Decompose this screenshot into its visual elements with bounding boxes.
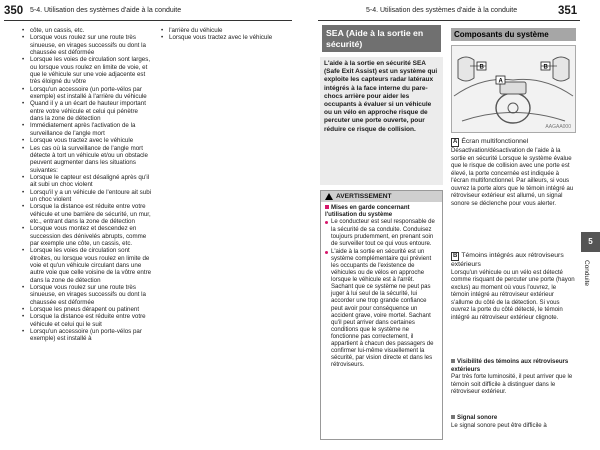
warning-box bbox=[320, 190, 443, 440]
warning-text bbox=[321, 218, 442, 369]
item-a-label: A bbox=[453, 139, 458, 145]
list-item: • Lorsque les voies de circulation sont larges, ou lorsque vous roulez en limite de voie, et que le véhicule sur une voie adjacente est très éloigné du vôtre bbox=[22, 56, 152, 85]
label-b-left: B bbox=[479, 64, 484, 71]
list-item: • Lorsqu'un accessoire (un porte-vélos par exemple) est installé à l'arrière du véhicule bbox=[22, 86, 152, 101]
list-item: • Lorsque vous tractez avec le véhicule bbox=[22, 137, 152, 144]
list-item: • Lorsque les voies de circulation sont étroites, ou lorsque vous roulez en limite de voie et qu'un véhicule circulant dans une autre voie que celle voisine de la vôtre entre dans la zone de détection bbox=[22, 247, 152, 284]
left-column-1 bbox=[22, 27, 152, 343]
gray-square-icon-2 bbox=[451, 415, 455, 419]
list-item: • Lorsque le capteur est désaligné après qu'il ait subi un choc violent bbox=[22, 174, 152, 189]
right-header-rule bbox=[318, 20, 580, 21]
signal-title: Signal sonore bbox=[457, 414, 498, 421]
list-item: • l'arrière du véhicule bbox=[161, 27, 289, 34]
dashboard-drawing bbox=[452, 46, 575, 132]
warning-title: AVERTISSEMENT bbox=[336, 193, 392, 200]
right-page-header: 5-4. Utilisation des systèmes d'aide à la conduite bbox=[366, 7, 518, 14]
components-title: Composants du système bbox=[451, 28, 576, 41]
list-item: • Lorsque vous tractez avec le véhicule bbox=[161, 34, 289, 41]
list-item: • Lorsque vous roulez sur une route très sinueuse, en virages successifs ou dont la chaussée est déformée bbox=[22, 34, 152, 56]
left-header-rule bbox=[4, 20, 292, 21]
dashboard-illustration bbox=[451, 45, 576, 133]
gray-square-icon bbox=[451, 359, 455, 363]
figure-code: AAGAA000 bbox=[545, 124, 571, 130]
left-page-number: 350 bbox=[4, 5, 24, 17]
item-b-title: Témoins intégrés aux rétroviseurs extérieurs bbox=[451, 252, 564, 268]
chapter-label: Conduite bbox=[583, 260, 590, 287]
sea-intro-box: L'aide à la sortie en sécurité SEA (Safe Exit Assist) est un système qui exploite les capteurs radar latéraux intégrés à la face interne du pare-chocs arrière pour aider les occupants à évaluer si un véhicule ou un vélo en approche risque de percuter une porte ouverte, pour réduire ce risque de collision. bbox=[320, 57, 443, 185]
magenta-square-icon bbox=[325, 205, 329, 209]
warning-subtitle: Mises en garde concernant l'utilisation du système bbox=[325, 204, 410, 219]
item-a-block bbox=[451, 138, 576, 207]
signal-block bbox=[451, 414, 576, 429]
warning-paragraph-1: Le conducteur est seul responsable de la sécurité de sa conduite. Conduisez toujours prudemment, en prenant soin de surveiller tout ce qui vous entoure. bbox=[325, 219, 438, 247]
item-a-text: Désactivation/désactivation de l'aide à la sortie en sécurité Lorsque le système évalue que le risque de collision avec une porte est élevé, la porte concernée est indiquée à l'écran multifonctionnel. Par ailleurs, si vous ouvrez la porte alors que le témoin intégré au rétroviseur extérieur est allumé, un signal sonore se déclenche pour vous alerter. bbox=[451, 147, 574, 207]
list-item: • Lorsque vous montez et descendez en succession des dénivelés abrupts, comme par exemple une côte, un cassis, etc. bbox=[22, 225, 152, 247]
right-page-number: 351 bbox=[558, 5, 578, 17]
list-item: • côte, un cassis, etc. bbox=[22, 27, 152, 34]
label-a: A bbox=[498, 78, 503, 85]
item-b-text: Lorsqu'un véhicule ou un vélo est détecté comme risquant de percuter une porte (hayon exclus) au moment où vous l'ouvrez, le témoin intégré au rétroviseur extérieur s'allume du côté de la détection. Si vous ouvrez la porte du côté détecté, le témoin intégré au rétroviseur extérieur clignote. bbox=[451, 268, 575, 321]
warning-paragraph-2: L'aide à la sortie en sécurité est un système complémentaire qui prévient les occupants de l'existence de véhicules ou de vélos en approche lorsque le véhicule est à l'arrêt. Sachant que ce système ne peut pas juger à lui seul de la sécurité, lui accorder une trop grande confiance peut avoir pour conséquence un accident grave, voire mortel. Sachant qu'il peut arriver dans certaines conditions que le système ne fonctionne pas correctement, il appartient à chacun des passagers de confirmer lui-même visuellement la sécurité, par vision directe et dans les rétroviseurs. bbox=[325, 249, 438, 370]
list-item: • Lorsque vous roulez sur une route très sinueuse, en virages successifs ou dont la chaussée est déformée bbox=[22, 284, 152, 306]
visibility-text: Par très forte luminosité, il peut arriver que le témoin soit difficile à distinguer dans le rétroviseur extérieur. bbox=[451, 373, 573, 395]
visibility-title: Visibilité des témoins aux rétroviseurs extérieurs bbox=[451, 358, 569, 373]
chapter-tab[interactable]: 5 bbox=[581, 232, 600, 252]
list-item: • Lorsqu'un accessoire (un porte-vélos par exemple) est installé à bbox=[22, 328, 152, 343]
item-a-title: Écran multifonctionnel bbox=[461, 138, 529, 145]
warning-header bbox=[321, 191, 442, 202]
left-column-2 bbox=[161, 27, 289, 42]
left-page-header: 5-4. Utilisation des systèmes d'aide à la conduite bbox=[30, 7, 182, 14]
item-b-block bbox=[451, 252, 576, 321]
sea-section-title: SEA (Aide à la sortie en sécurité) bbox=[322, 25, 441, 52]
list-item: • Lorsqu'il y a un véhicule de l'entoure ait subi un choc violent bbox=[22, 189, 152, 204]
item-b-label: B bbox=[453, 253, 458, 259]
list-item: • Lorsque la distance est réduite entre votre véhicule et une barrière de sécurité, un mur, etc., entrant dans la zone de détection bbox=[22, 203, 152, 225]
list-item: • Immédiatement après l'activation de la surveillance de l'angle mort bbox=[22, 122, 152, 137]
label-b-right: B bbox=[543, 64, 548, 71]
list-item: • Lorsque les pneus dérapent ou patinent bbox=[22, 306, 152, 313]
warning-triangle-icon bbox=[325, 193, 333, 200]
signal-text: Le signal sonore peut être difficile à bbox=[451, 421, 547, 429]
list-item: • Les cas où la surveillance de l'angle mort détecte à tort un véhicule et/ou un obstacle peuvent augmenter dans les situations suivantes: bbox=[22, 145, 152, 174]
visibility-block bbox=[451, 358, 576, 396]
list-item: • Quand il y a un écart de hauteur important entre votre véhicule et celui qui pénètre dans la zone de détection bbox=[22, 100, 152, 122]
list-item: • Lorsque la distance est réduite entre votre véhicule et celui qui le suit bbox=[22, 313, 152, 328]
